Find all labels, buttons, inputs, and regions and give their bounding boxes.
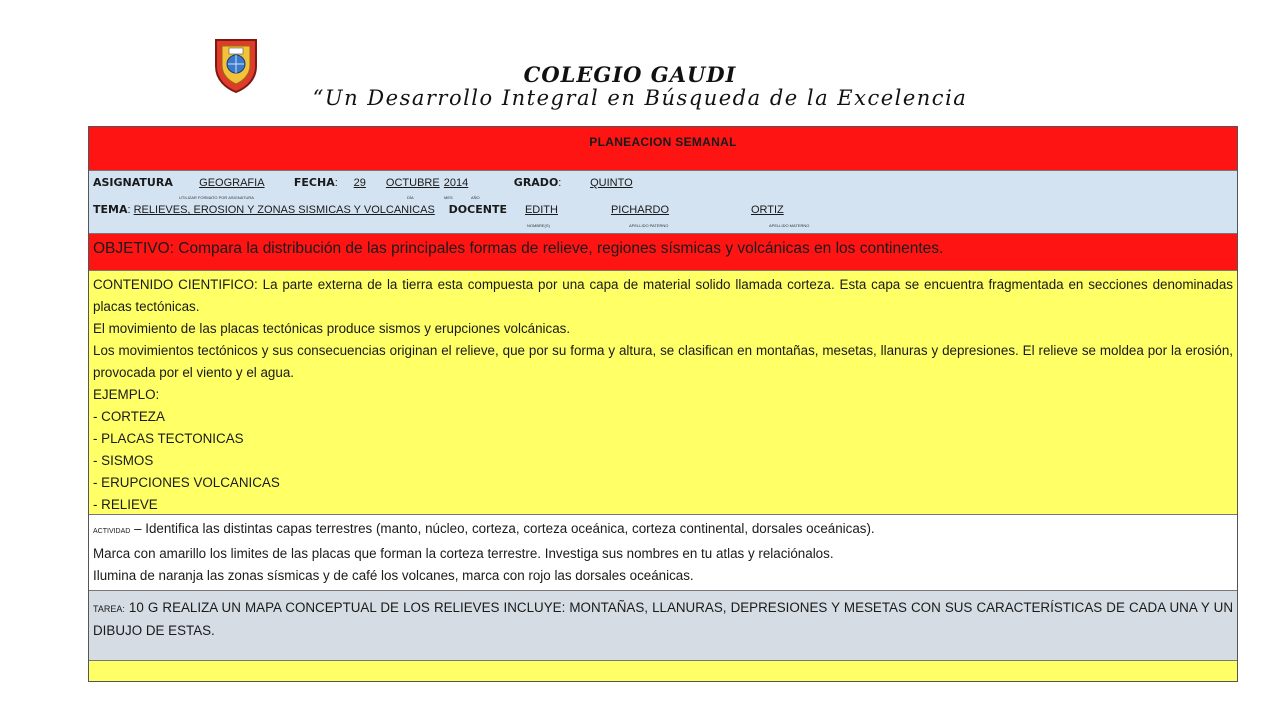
contenido-paragraph-1: CONTENIDO CIENTIFICO: La parte externa de la tierra esta compuesta por una capa de material solido llamada corteza. Esta capa se encuentra fragmentada en secciones denominadas placas tectónicas. (93, 277, 1233, 314)
sub-day: DÍA (407, 195, 414, 200)
actividad-row (89, 515, 1237, 591)
grado-value: QUINTO (590, 177, 633, 189)
docente-name: EDITH (524, 204, 558, 216)
school-name: COLEGIO GAUDI (523, 62, 737, 87)
contenido-row (89, 271, 1237, 515)
actividad-text-1: – Identifica las distintas capas terrestres (manto, núcleo, corteza, corteza oceánica, corteza continental, dorsales oceánicas). (130, 521, 875, 536)
ejemplo-label: EJEMPLO: (93, 387, 160, 402)
tema-label: TEMA (93, 203, 128, 216)
fecha-month: OCTUBRE (385, 177, 440, 189)
actividad-line-3: Ilumina de naranja las zonas sísmicas y de café los volcanes, marca con rojo las dorsales oceánicas. (93, 568, 694, 583)
ejemplo-item: - ERUPCIONES VOLCANICAS (93, 475, 280, 490)
sub-paterno: APELLIDO PATERNO (629, 223, 669, 228)
plan-info-row (89, 171, 1237, 234)
plan-title-row (89, 127, 1237, 171)
asignatura-line: ASIGNATURA GEOGRAFIA FECHA: 29 OCTUBRE 2014 GRADO: QUINTO (93, 176, 661, 189)
asignatura-value: GEOGRAFIA (199, 177, 265, 189)
weekly-plan-table (88, 126, 1238, 682)
tema-value: RELIEVES, EROSION Y ZONAS SISMICAS Y VOLCANICAS (133, 204, 435, 216)
sub-nombre: NOMBRE(S) (527, 223, 550, 228)
sub-month: MES (444, 195, 453, 200)
plan-title: PLANEACION SEMANAL (589, 135, 737, 149)
objetivo-text: OBJETIVO: Compara la distribución de las principales formas de relieve, regiones sísmicas y volcánicas en los continentes. (93, 240, 944, 257)
sub-asignatura: UTILIZAR FORMATO POR ASIGNATURA (179, 195, 254, 200)
school-motto: “Un Desarrollo Integral en Búsqueda de la Excelencia (312, 86, 968, 110)
fecha-label: FECHA (293, 176, 335, 189)
actividad-label: ACTIVIDAD (93, 528, 131, 535)
asignatura-label: ASIGNATURA (93, 176, 173, 189)
tarea-label: TAREA: (93, 604, 125, 614)
docente-label: DOCENTE (448, 203, 507, 216)
docente-materno: ORTIZ (750, 204, 784, 216)
tarea-text: 10 G REALIZA UN MAPA CONCEPTUAL DE LOS RELIEVES INCLUYE: MONTAÑAS, LLANURAS, DEPRESIONES Y MESETAS CON SUS CARACTERÍSTICAS DE CADA UNA Y UN DIBUJO DE ESTAS. (93, 600, 1233, 638)
sub-materno: APELLIDO MATERNO (769, 223, 810, 228)
docente-paterno: PICHARDO (610, 204, 670, 216)
sub-year: AÑO (471, 195, 480, 200)
contenido-paragraph-2: El movimiento de las placas tectónicas produce sismos y erupciones volcánicas. (93, 321, 571, 336)
ejemplo-item: - PLACAS TECTONICAS (93, 431, 244, 446)
objetivo-row (89, 234, 1237, 271)
actividad-line-2: Marca con amarillo los limites de las placas que forman la corteza terrestre. Investiga sus nombres en tu atlas y relaciónalos. (93, 546, 834, 561)
grado-label: GRADO (513, 176, 559, 189)
fecha-year: 2014 (443, 177, 469, 189)
ejemplo-item: - SISMOS (93, 453, 154, 468)
tarea-row (89, 591, 1237, 661)
tema-line: TEMA: RELIEVES, EROSION Y ZONAS SISMICAS Y VOLCANICAS DOCENTE EDITH PICHARDO ORTIZ (93, 203, 823, 216)
actividad-line-1 (93, 518, 1233, 543)
empty-footer-row (89, 661, 1237, 681)
contenido-paragraph-3: Los movimientos tectónicos y sus consecuencias originan el relieve, que por su forma y altura, se clasifican en montañas, mesetas, llanuras y depresiones. El relieve se moldea por la erosión, provocada por el viento y el agua. (93, 343, 1233, 380)
ejemplo-item: - RELIEVE (93, 497, 158, 512)
ejemplo-item: - CORTEZA (93, 409, 165, 424)
fecha-day: 29 (353, 177, 366, 189)
